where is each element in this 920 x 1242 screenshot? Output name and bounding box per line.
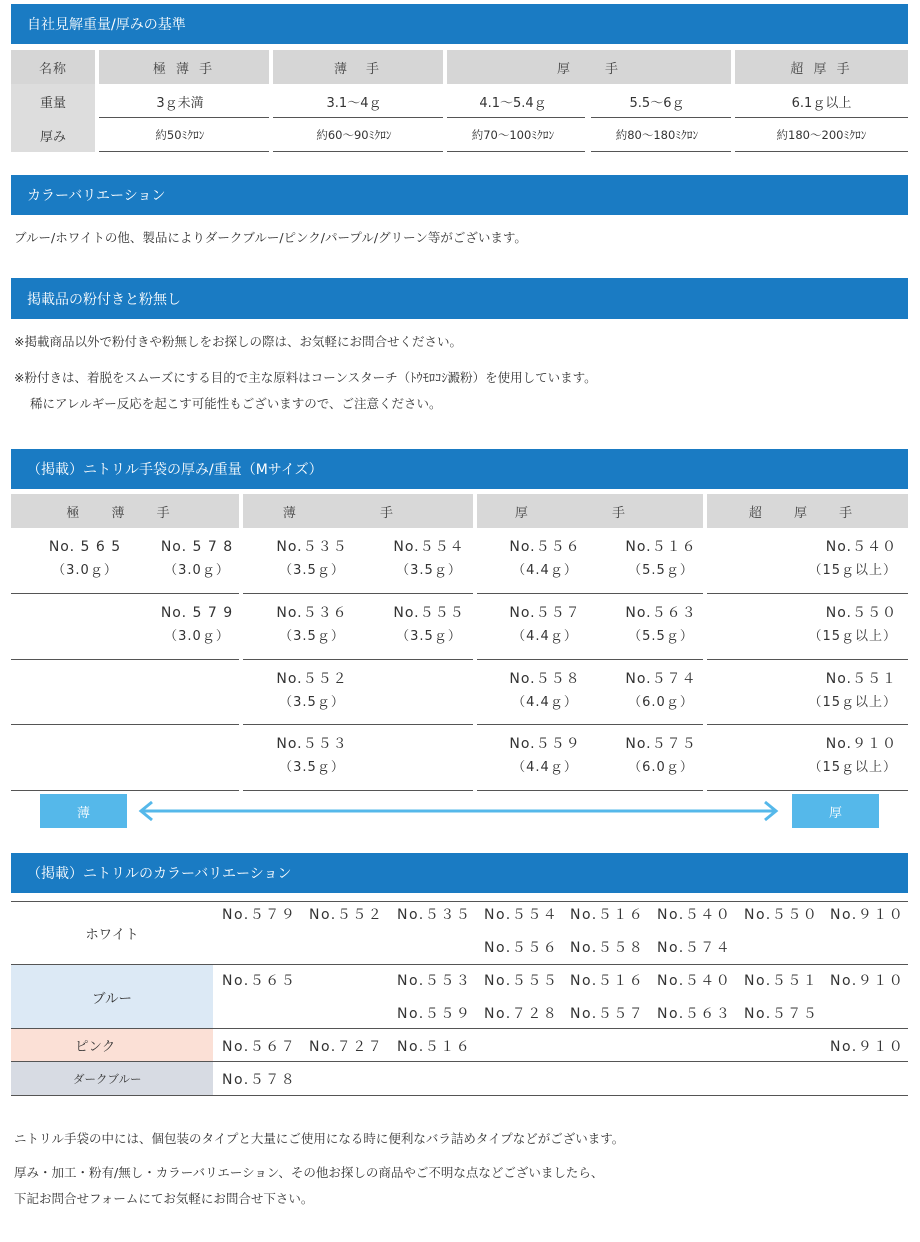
product-cell — [808, 535, 897, 583]
product-number: No.５３５ — [276, 539, 348, 555]
product-number: No.５５５ — [393, 605, 465, 621]
group-thin: 薄 手 — [243, 494, 473, 528]
header-extra-thick: 超 厚 手 — [735, 50, 908, 84]
product-cell — [257, 535, 367, 583]
product-number: No.５５６ — [509, 539, 581, 555]
product-cell — [490, 535, 600, 583]
color-product-number: No.５５８ — [570, 940, 645, 956]
section-header-color-variation — [11, 175, 908, 215]
product-cell — [257, 667, 367, 715]
color-product-number: No.５１６ — [397, 1039, 472, 1055]
footer-text-3: 下記お問合せフォームにてお気軽にお問合せ下さい。 — [14, 1191, 314, 1206]
product-number: No. 5 7 9 — [160, 605, 234, 621]
product-weight: （6.0ｇ） — [628, 760, 694, 775]
weight-thick-a: 4.1～5.4ｇ — [479, 95, 547, 111]
color-product-number: No.５５２ — [309, 907, 384, 923]
product-cell — [374, 535, 484, 583]
color-product-number: No.５５６ — [484, 940, 559, 956]
weight-thin: 3.1～4ｇ — [326, 95, 382, 111]
product-weight: （6.0ｇ） — [628, 695, 694, 710]
color-product-number: No.５６５ — [222, 973, 297, 989]
product-cell — [808, 667, 897, 715]
thick-label-box: 厚 — [792, 794, 879, 828]
color-label-white: ホワイト — [11, 902, 213, 964]
product-weight: （3.5ｇ） — [279, 629, 345, 644]
thickness-thick-b: 約80～180ﾐｸﾛﾝ — [615, 128, 699, 142]
product-number: No.５１６ — [625, 539, 697, 555]
color-product-number: No.５６３ — [657, 1006, 732, 1022]
product-cell — [142, 601, 252, 649]
product-weight: （3.5ｇ） — [279, 563, 345, 578]
color-product-number: No.５７４ — [657, 940, 732, 956]
thickness-thin: 約60～90ﾐｸﾛﾝ — [316, 128, 392, 142]
product-cell — [808, 732, 897, 780]
product-weight: （15ｇ以上） — [808, 760, 897, 775]
color-product-number: No.５７８ — [222, 1072, 297, 1088]
product-weight: （3.5ｇ） — [396, 629, 462, 644]
product-cell — [257, 601, 367, 649]
product-weight: （3.0ｇ） — [164, 629, 230, 644]
thickness-extra-thick: 約180～200ﾐｸﾛﾝ — [776, 128, 867, 142]
product-number: No.９１０ — [825, 736, 897, 752]
section-title: （掲載）ニトリルのカラーバリエーション — [27, 866, 292, 882]
section-header-nitrile-colors — [11, 853, 908, 893]
color-variation-text: ブルー/ホワイトの他、製品によりダークブルー/ピンク/パープル/グリーン等がございます。 — [14, 230, 527, 245]
product-number: No.５５８ — [509, 671, 581, 687]
product-cell — [374, 601, 484, 649]
color-product-number: No.５４０ — [657, 907, 732, 923]
header-thin: 薄 手 — [273, 50, 443, 84]
product-cell — [606, 535, 716, 583]
color-product-number: No.５５１ — [744, 973, 819, 989]
thickness-ultra-thin: 約50ﾐｸﾛﾝ — [155, 128, 205, 142]
thickness-label-cell: 厚み — [11, 118, 95, 152]
product-weight: （3.0ｇ） — [52, 563, 118, 578]
color-product-number: No.５５７ — [570, 1006, 645, 1022]
product-weight: （15ｇ以上） — [808, 629, 897, 644]
color-product-number: No.５４０ — [657, 973, 732, 989]
group-extra-thick: 超 厚 手 — [707, 494, 908, 528]
color-product-number: No.５５５ — [484, 973, 559, 989]
table-header-row — [11, 50, 908, 84]
product-weight: （15ｇ以上） — [808, 695, 897, 710]
color-product-number: No.７２８ — [484, 1006, 559, 1022]
color-product-number: No.５１６ — [570, 973, 645, 989]
color-product-number: No.５５９ — [397, 1006, 472, 1022]
product-number: No.５３６ — [276, 605, 348, 621]
color-product-number: No.９１０ — [830, 973, 905, 989]
color-product-number: No.５７９ — [222, 907, 297, 923]
color-product-number: No.５３５ — [397, 907, 472, 923]
color-product-number: No.５１６ — [570, 907, 645, 923]
group-thick: 厚 手 — [477, 494, 703, 528]
product-weight: （4.4ｇ） — [512, 760, 578, 775]
color-product-number: No.５６７ — [222, 1039, 297, 1055]
product-weight: （3.5ｇ） — [396, 563, 462, 578]
powder-note-1: ※掲載商品以外で粉付きや粉無しをお探しの際は、お気軽にお問合せください。 — [14, 334, 462, 349]
footer-text-2: 厚み・加工・粉有/無し・カラーバリエーション、その他お探しの商品やご不明な点などございましたら、 — [14, 1165, 604, 1180]
product-cell — [490, 667, 600, 715]
section-title: （掲載）ニトリル手袋の厚み/重量（Mサイズ） — [27, 462, 323, 478]
product-number: No.５７５ — [625, 736, 697, 752]
product-cell — [257, 732, 367, 780]
section-header-thickness-weight — [11, 449, 908, 489]
header-name: 名称 — [11, 50, 95, 84]
color-product-number: No.５５４ — [484, 907, 559, 923]
product-number: No.５５４ — [393, 539, 465, 555]
header-ultra-thin: 極 薄 手 — [99, 50, 269, 84]
thin-thick-arrow-icon — [136, 798, 781, 824]
color-product-number: No.５５３ — [397, 973, 472, 989]
section-title: 掲載品の粉付きと粉無し — [27, 291, 181, 308]
color-product-number: No.９１０ — [830, 907, 905, 923]
header-thick: 厚 手 — [447, 50, 731, 84]
product-cell — [490, 601, 600, 649]
product-number: No. 5 6 5 — [48, 539, 122, 555]
product-weight: （5.5ｇ） — [628, 629, 694, 644]
color-product-number: No.７２７ — [309, 1039, 384, 1055]
product-number: No.５５７ — [509, 605, 581, 621]
group-ultra-thin: 極 薄 手 — [11, 494, 239, 528]
product-number: No.５５９ — [509, 736, 581, 752]
product-weight: （4.4ｇ） — [512, 695, 578, 710]
powder-note-3: 稀にアレルギー反応を起こす可能性もございますので、ご注意ください。 — [30, 396, 442, 411]
footer-text-1: ニトリル手袋の中には、個包装のタイプと大量にご使用になる時に便利なバラ詰めタイプなどがございます。 — [14, 1131, 625, 1146]
color-label-blue: ブルー — [11, 965, 213, 1028]
weight-label-cell: 重量 — [11, 84, 95, 118]
product-weight: （3.5ｇ） — [279, 760, 345, 775]
product-weight: （4.4ｇ） — [512, 563, 578, 578]
product-number: No.５４０ — [825, 539, 897, 555]
product-cell — [808, 601, 897, 649]
product-weight: （4.4ｇ） — [512, 629, 578, 644]
product-weight: （3.5ｇ） — [279, 695, 345, 710]
product-number: No.５５０ — [825, 605, 897, 621]
product-cell — [606, 667, 716, 715]
weight-extra-thick: 6.1ｇ以上 — [791, 95, 852, 111]
product-number: No.５５２ — [276, 671, 348, 687]
color-product-number: No.５５０ — [744, 907, 819, 923]
thin-label-box: 薄 — [40, 794, 127, 828]
product-weight: （3.0ｇ） — [164, 563, 230, 578]
thickness-thick-a: 約70～100ﾐｸﾛﾝ — [471, 128, 555, 142]
section-header-standards — [11, 4, 908, 44]
section-header-powder — [11, 278, 908, 319]
product-cell — [490, 732, 600, 780]
color-product-number: No.９１０ — [830, 1039, 905, 1055]
product-cell — [30, 535, 140, 583]
weight-thick-b: 5.5～6ｇ — [629, 95, 685, 111]
product-cell — [606, 732, 716, 780]
product-number: No.５７４ — [625, 671, 697, 687]
product-weight: （5.5ｇ） — [628, 563, 694, 578]
product-number: No.５６３ — [625, 605, 697, 621]
color-product-number: No.５７５ — [744, 1006, 819, 1022]
section-title: 自社見解重量/厚みの基準 — [27, 17, 186, 33]
color-label-pink: ピンク — [11, 1029, 213, 1061]
color-label-darkblue: ダークブルー — [11, 1062, 213, 1095]
product-weight: （15ｇ以上） — [808, 563, 897, 578]
product-cell — [606, 601, 716, 649]
section-title: カラーバリエーション — [27, 188, 166, 204]
weight-ultra-thin: 3ｇ未満 — [156, 95, 204, 111]
powder-note-2: ※粉付きは、着脱をスムーズにする目的で主な原料はコーンスターチ（ﾄｳﾓﾛｺｼ澱粉）を使用しています。 — [14, 370, 597, 385]
product-number: No.５５１ — [825, 671, 897, 687]
product-number: No. 5 7 8 — [160, 539, 234, 555]
product-cell — [142, 535, 252, 583]
product-number: No.５５３ — [276, 736, 348, 752]
